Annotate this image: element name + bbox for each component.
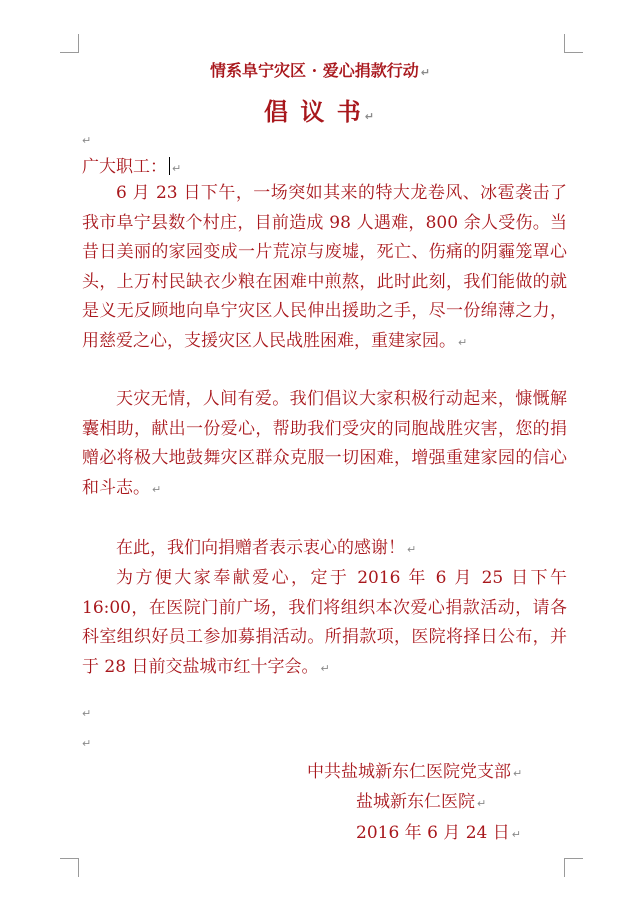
- salutation[interactable]: 广大职工： ↵: [82, 157, 182, 177]
- signature-org-party-branch: 中共盐城新东仁医院党支部 ↵: [307, 762, 523, 782]
- crop-mark-top-left: [60, 34, 79, 53]
- header-subtitle: 情系阜宁灾区 · 爱心捐款行动 ↵: [210, 61, 430, 80]
- paragraph-2[interactable]: 天灾无情，人间有爱。我们倡议大家积极行动起来，慷慨解囊相助，献出一份爱心，帮助我们受灾的同胞战胜灾害，您的捐赠必将极大地鼓舞灾区群众克服一切困难，增强重建家园的信心和斗志。 ↵: [82, 389, 567, 498]
- empty-paragraph-mark: ↵: [82, 134, 92, 147]
- crop-mark-bottom-left: [60, 858, 79, 877]
- crop-mark-top-right: [564, 34, 583, 53]
- paragraph-3[interactable]: 在此，我们向捐赠者表示衷心的感谢！ ↵: [116, 538, 417, 558]
- paragraph-4[interactable]: 为方便大家奉献爱心，定于 2016 年 6 月 25 日下午 16:00，在医院门前广场，我们将组织本次爱心捐款活动，请各科室组织好员工参加募捐活动。所捐款项，医院将择日公布，并于 28 日前交盐城市红十字会。 ↵: [82, 568, 567, 677]
- signature-org-hospital: 盐城新东仁医院 ↵: [356, 792, 487, 812]
- empty-paragraph-mark: ↵: [82, 707, 92, 720]
- empty-paragraph-mark: ↵: [82, 737, 92, 750]
- crop-mark-bottom-right: [564, 858, 583, 877]
- text-cursor: [169, 157, 170, 175]
- signature-date: 2016 年 6 月 24 日 ↵: [356, 823, 521, 843]
- paragraph-1[interactable]: 6 月 23 日下午，一场突如其来的特大龙卷风、冰雹袭击了我市阜宁县数个村庄，目前造成 98 人遇难，800 余人受伤。当昔日美丽的家园变成一片荒凉与废墟，死亡、伤痛的阴霾笼罩心头，上万村民缺衣少粮在困难中煎熬，此时此刻，我们能做的就是义无反顾地向阜宁灾区人民伸出援助之手，尽一份绵薄之力，用慈爱之心，支援灾区人民战胜困难，重建家园。 ↵: [82, 183, 567, 351]
- main-title: 倡 议 书 ↵: [264, 97, 376, 126]
